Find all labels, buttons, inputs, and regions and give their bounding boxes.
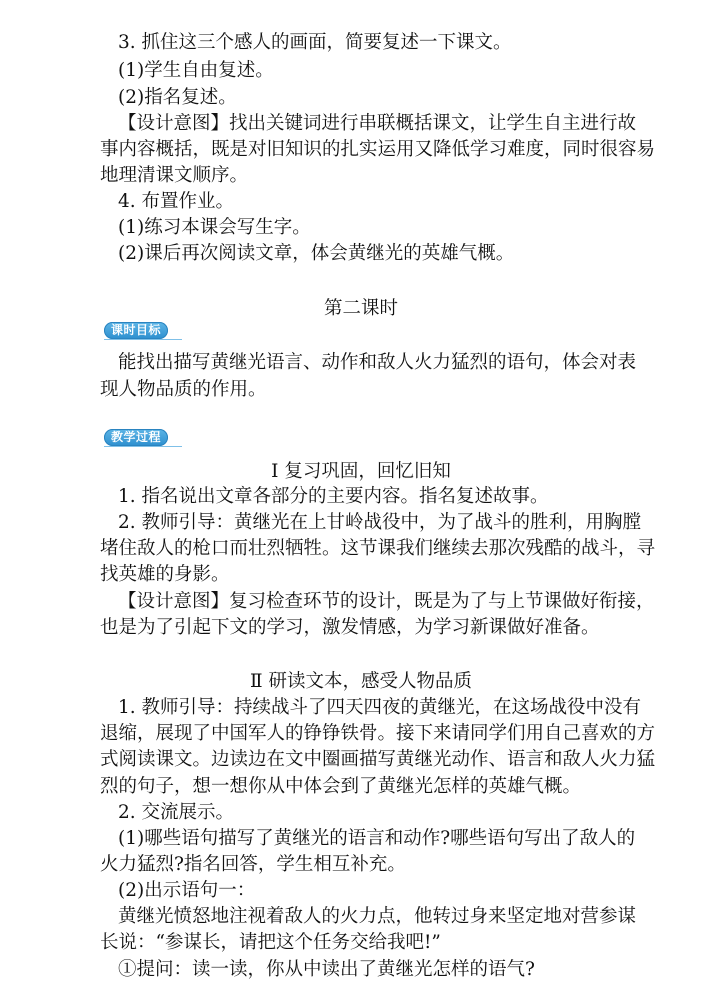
paragraph-line: 堵住敌人的枪口而壮烈牺牲。这节课我们继续去那次残酷的战斗，寻 [100, 538, 656, 559]
badge-goal: 课时目标 [104, 322, 168, 339]
paragraph-line: 2. 教师引导：黄继光在上甘岭战役中，为了战斗的胜利，用胸膛 [118, 512, 642, 533]
part2-title: Ⅱ 研读文本，感受人物品质 [250, 671, 472, 692]
paragraph-line: (2)指名复述。 [118, 87, 237, 108]
paragraph-line: (1)练习本课会写生字。 [118, 217, 311, 238]
paragraph-line: 也是为了引起下文的学习，激发情感，为学习新课做好准备。 [100, 617, 600, 638]
paragraph-line: 3. 抓住这三个感人的画面，简要复述一下课文。 [118, 32, 512, 53]
paragraph-line: 退缩，展现了中国军人的铮铮铁骨。接下来请同学们用自己喜欢的方 [100, 723, 656, 744]
paragraph-line: 式阅读课文。边读边在文中圈画描写黄继光动作、语言和敌人火力猛 [100, 749, 656, 770]
paragraph-line: 4. 布置作业。 [118, 191, 235, 212]
paragraph-line: 长说：“参谋长，请把这个任务交给我吧!” [100, 932, 441, 953]
paragraph-line: 1. 指名说出文章各部分的主要内容。指名复述故事。 [118, 486, 549, 507]
paragraph-line: (1)哪些语句描写了黄继光的语言和动作?哪些语句写出了敌人的 [118, 828, 636, 849]
part1-title: Ⅰ 复习巩固，回忆旧知 [271, 461, 451, 482]
paragraph-line: ①提问：读一读，你从中读出了黄继光怎样的语气? [118, 959, 535, 980]
paragraph-line: 地理清课文顺序。 [100, 165, 249, 186]
paragraph-line: (2)课后再次阅读文章，体会黄继光的英雄气概。 [118, 243, 515, 264]
paragraph-line: 烈的句子，想一想你从中体会到了黄继光怎样的英雄气概。 [100, 776, 582, 797]
paragraph-line: 能找出描写黄继光语言、动作和敌人火力猛烈的语句，体会对表 [118, 352, 637, 373]
paragraph-line: 2. 交流展示。 [118, 802, 235, 823]
paragraph-line: 1. 教师引导：持续战斗了四天四夜的黄继光，在这场战役中没有 [118, 697, 642, 718]
paragraph-line: 【设计意图】找出关键词进行串联概括课文，让学生自主进行故 [118, 113, 637, 134]
paragraph-line: 【设计意图】复习检查环节的设计，既是为了与上节课做好衔接， [118, 591, 655, 612]
paragraph-line: 现人物品质的作用。 [100, 379, 267, 400]
paragraph-line: (1)学生自由复述。 [118, 60, 274, 81]
paragraph-line: (2)出示语句一： [118, 880, 256, 901]
paragraph-line: 找英雄的身影。 [100, 564, 230, 585]
section-title: 第二课时 [323, 298, 398, 319]
paragraph-line: 事内容概括，既是对旧知识的扎实运用又降低学习难度，同时很容易 [100, 139, 656, 160]
paragraph-line: 黄继光愤怒地注视着敌人的火力点，他转过身来坚定地对营参谋 [118, 906, 637, 927]
badge-process: 教学过程 [104, 429, 168, 446]
paragraph-line: 火力猛烈?指名回答，学生相互补充。 [100, 854, 406, 875]
